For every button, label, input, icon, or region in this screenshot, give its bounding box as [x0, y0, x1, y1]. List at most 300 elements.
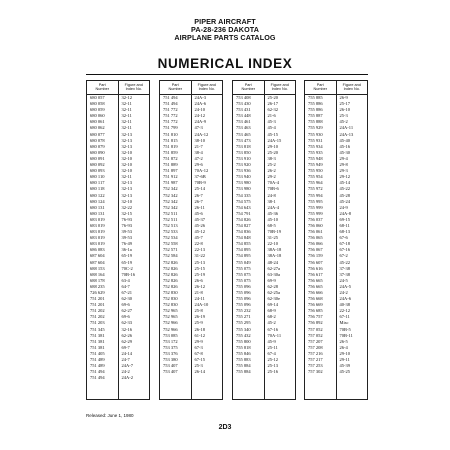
part-number: 680 057: [90, 95, 105, 100]
part-number: 752 342: [163, 192, 178, 198]
part-number: 753 936: [236, 168, 251, 174]
part-number: 755 999: [308, 204, 323, 210]
figure-index: 38-3: [267, 155, 276, 161]
figure-index: 38A-18: [267, 253, 282, 259]
part-number: 753 920: [236, 162, 251, 168]
part-number: 755 075: [236, 265, 251, 271]
figure-index: 62-33: [121, 320, 132, 326]
figure-index: 45-14: [339, 180, 350, 186]
part-number: 751 912: [163, 174, 178, 180]
figure-index: 25-11: [267, 344, 278, 350]
part-number: 753 465: [236, 131, 251, 137]
part-number: 757 217: [308, 357, 323, 363]
figure-index: 25-3: [339, 113, 348, 119]
part-number: 756 607: [308, 259, 323, 265]
figure-index: 37-38: [339, 265, 350, 271]
part-number: 752 342: [163, 204, 178, 210]
part-number: 680 091: [90, 155, 105, 161]
part-number: 753 430: [236, 101, 251, 107]
part-number: 752 571: [163, 247, 178, 253]
figure-index: 32-10: [121, 198, 132, 204]
part-number: 755 886: [308, 101, 323, 107]
part-number: 751 815: [163, 137, 178, 143]
part-number-header: Part Number: [233, 81, 265, 94]
figure-index: 32-11: [121, 119, 132, 125]
part-number: 755 800: [236, 338, 251, 344]
part-number: 751 201: [90, 296, 105, 302]
part-number: 757 216: [308, 350, 323, 356]
part-number: 752 826: [163, 283, 178, 289]
figure-index: 26-11: [194, 204, 205, 210]
figure-index: 67-15: [194, 357, 205, 363]
part-number: 756 065: [308, 235, 323, 241]
figure-index: 45-40: [339, 137, 350, 143]
title-rule: [86, 74, 368, 75]
figure-index: 45-16: [339, 143, 350, 149]
figure-index: 70B-9: [194, 180, 206, 186]
part-number: 756 061: [308, 229, 323, 235]
part-number: 757 253: [308, 363, 323, 369]
part-number: 757 208: [308, 344, 323, 350]
part-number: 754 848: [236, 235, 251, 241]
index-rows: [305, 95, 367, 399]
figure-index: 68-5: [267, 222, 276, 228]
figure-index: 67-11: [339, 314, 350, 320]
figure-index: 25-20: [267, 95, 278, 100]
figure-index: 26-6: [194, 277, 203, 283]
part-number: 751 819: [163, 143, 178, 149]
table-row: [87, 375, 149, 381]
part-number: 753 375: [163, 344, 178, 350]
figure-index: 24A-11: [339, 125, 354, 131]
part-number: 754 791: [236, 210, 251, 216]
table-row: [160, 369, 222, 375]
figure-index: 32-11: [121, 113, 132, 119]
part-number: 680 059: [90, 107, 105, 113]
part-number: 751 494: [163, 101, 178, 107]
part-number: 753 408: [236, 95, 251, 100]
figure-index: 69-7: [121, 344, 130, 350]
part-number: 751 203: [90, 320, 105, 326]
part-number: 755 075: [236, 277, 251, 283]
part-number: 754 895: [236, 253, 251, 259]
part-number: 680 117: [90, 180, 105, 186]
figure-index: 25-17: [339, 101, 350, 107]
part-number: 755 999: [308, 210, 323, 216]
figure-index-header: Figure and Index No.: [124, 83, 143, 92]
part-number: 751 772: [163, 119, 178, 125]
part-number: 756 685: [308, 308, 323, 314]
figure-index: 25-20: [267, 149, 278, 155]
table-row: [233, 369, 295, 375]
figure-index: 37-6B: [194, 174, 206, 180]
figure-index: 24-12: [194, 113, 205, 119]
part-number: 755 931: [308, 137, 323, 143]
figure-index: 22-8: [194, 241, 203, 247]
figure-index: 26-7: [194, 192, 203, 198]
figure-index-header: Figure and Index No.: [342, 83, 361, 92]
part-number: 756 067: [308, 247, 323, 253]
figure-index: 62-30: [121, 296, 132, 302]
part-number: 755 846: [236, 350, 251, 356]
figure-index: 32-10: [121, 168, 132, 174]
figure-index: 65-19: [121, 253, 132, 259]
part-number: 751 810: [163, 131, 178, 137]
figure-index: 67-4: [267, 350, 276, 356]
part-number: 751 987: [163, 180, 178, 186]
figure-index: 70A-4: [267, 180, 279, 186]
figure-index: 26-14: [194, 369, 205, 375]
part-number: 755 096: [236, 302, 251, 308]
part-number: 680 061: [90, 119, 105, 125]
part-number: 757 052: [308, 326, 323, 332]
catalog-header-line1: PIPER AIRCRAFT: [194, 17, 256, 26]
figure-index: 25-14: [194, 186, 205, 192]
figure-index: 62-28: [267, 283, 278, 289]
part-number: 752 830: [163, 302, 178, 308]
figure-index: 45-30: [339, 149, 350, 155]
part-number: 753 818: [236, 143, 251, 149]
figure-index: 26-2: [267, 168, 276, 174]
part-number: 754 836: [236, 229, 251, 235]
part-number: 683 019: [90, 235, 105, 241]
index-column-2: [159, 80, 223, 400]
figure-index: 32-11: [121, 107, 132, 113]
part-number: 752 830: [163, 296, 178, 302]
index-column-4: [304, 80, 368, 400]
index-rows: [87, 95, 149, 399]
part-number: 755 096: [236, 296, 251, 302]
figure-index: 32-11: [121, 101, 132, 107]
figure-index: 24A-7: [121, 363, 133, 369]
part-number-header: Part Number: [160, 81, 192, 94]
figure-index: 65-19: [121, 259, 132, 265]
index-rows: [160, 95, 222, 399]
figure-index: 70B-16: [121, 271, 135, 277]
part-number: 753 910: [236, 155, 251, 161]
figure-index: 24A-6: [194, 101, 206, 107]
part-number: 680 131: [90, 210, 105, 216]
part-number: 755 075: [236, 271, 251, 277]
figure-index: 76-93: [121, 222, 132, 228]
part-number: 753 461: [236, 119, 251, 125]
part-number: 754 335: [236, 192, 251, 198]
index-rows: [233, 95, 295, 399]
part-number: 752 965: [163, 308, 178, 314]
figure-index: 26-7: [194, 198, 203, 204]
part-number: 755 271: [236, 314, 251, 320]
part-number: 752 826: [163, 265, 178, 271]
part-number: 751 381: [90, 338, 105, 344]
part-number: 752 558: [163, 241, 178, 247]
part-number: 680 062: [90, 125, 105, 131]
part-number: 753 940: [236, 174, 251, 180]
part-number: 688 164: [90, 271, 105, 277]
part-number: 751 799: [163, 125, 178, 131]
figure-index: 32-13: [121, 186, 132, 192]
figure-index: 68-9: [267, 308, 276, 314]
figure-index: 24A-2: [121, 375, 133, 381]
part-number: 757 207: [308, 338, 323, 344]
figure-index: 38-1: [267, 198, 276, 204]
figure-index: 36-1a: [121, 247, 132, 253]
figure-index: 69-14: [267, 302, 278, 308]
figure-index: 62-27: [121, 308, 132, 314]
part-number: 687 604: [90, 259, 105, 265]
part-number: 751 494: [90, 369, 105, 375]
figure-index: 24-2: [121, 369, 130, 375]
figure-index: 63-30a: [267, 271, 280, 277]
figure-index: 24A-8: [339, 210, 351, 216]
figure-index: 69-15: [339, 216, 350, 222]
figure-index: 32-11: [121, 174, 132, 180]
figure-index: 69-9: [267, 277, 276, 283]
part-number: 752 826: [163, 259, 178, 265]
figure-index: 26-9: [339, 95, 348, 100]
figure-index: 45-9: [267, 338, 276, 344]
figure-index: 70B-19: [267, 229, 281, 235]
figure-index: 45-26: [194, 222, 205, 228]
release-date: Released: June 1, 1980: [86, 413, 134, 418]
figure-index: 45-15: [267, 131, 278, 137]
figure-index: 32-12: [121, 95, 132, 100]
part-number: 680 077: [90, 131, 105, 137]
figure-index: 67-2: [339, 253, 348, 259]
figure-index: 70A-11: [267, 332, 282, 338]
part-number: 680 131: [90, 204, 105, 210]
part-number: 753 407: [163, 363, 178, 369]
figure-index: 67-16: [267, 326, 278, 332]
figure-index: 22-13: [194, 247, 205, 253]
figure-index: 76-49: [121, 241, 132, 247]
part-number: 751 494: [163, 95, 178, 100]
figure-index: 39-53: [121, 229, 132, 235]
part-number: 756 617: [308, 271, 323, 277]
figure-index: 32-10: [121, 155, 132, 161]
part-number: 680 093: [90, 168, 105, 174]
figure-index: 25-8: [194, 308, 203, 314]
figure-index: 45-36: [267, 210, 278, 216]
page-number: 2D3: [218, 424, 232, 431]
figure-index: 25-13: [194, 259, 205, 265]
part-number: 755 995: [308, 198, 323, 204]
part-number: 752 342: [163, 198, 178, 204]
part-number: 751 494: [90, 375, 105, 381]
index-column-3: [232, 80, 296, 400]
part-number: 753 431: [236, 107, 251, 113]
figure-index: 25-16: [267, 369, 278, 375]
figure-index: 25-13: [267, 363, 278, 369]
part-number: 755 972: [308, 186, 323, 192]
figure-index: 68-2: [267, 314, 276, 320]
part-number: 756 665: [308, 283, 323, 289]
figure-index: 24A-12: [194, 131, 209, 137]
part-number: 680 122: [90, 192, 105, 198]
figure-index: 21-6: [267, 113, 276, 119]
figure-index: 26-10: [339, 107, 350, 113]
figure-index: 45-4: [267, 125, 276, 131]
figure-index: 38-4: [194, 149, 203, 155]
part-number-header: Part Number: [305, 81, 337, 94]
part-number: 687 604: [90, 253, 105, 259]
part-number: 752 966: [163, 320, 178, 326]
part-number: 726 629: [90, 290, 105, 295]
part-number: 751 897: [163, 168, 178, 174]
figure-index: 45-37: [194, 216, 205, 222]
part-number: 756 616: [308, 265, 323, 271]
figure-index: 24-10: [194, 107, 205, 113]
figure-index: 26-5: [339, 338, 348, 344]
figure-index: 32-13: [121, 180, 132, 186]
part-number: 680 060: [90, 113, 105, 119]
part-number: 755 964: [308, 180, 323, 186]
part-number: 680 058: [90, 101, 105, 107]
part-number: 753 980: [236, 180, 251, 186]
part-number: 756 060: [308, 222, 323, 228]
part-number: 752 342: [163, 186, 178, 192]
part-number: 753 980: [236, 186, 251, 192]
part-number: 755 934: [308, 143, 323, 149]
figure-index: 26-18: [194, 326, 205, 332]
figure-index: 24-8: [267, 192, 276, 198]
catalog-header-line3: AIRPLANE PARTS CATALOG: [174, 33, 276, 42]
figure-index: 24A-10: [194, 302, 209, 308]
figure-index: 32-22: [121, 204, 132, 210]
figure-index: 32-13: [121, 192, 132, 198]
figure-index: 24A-13: [339, 131, 354, 137]
figure-index: 29-3: [339, 168, 348, 174]
part-number: 755 954: [308, 174, 323, 180]
part-number: 751 489: [90, 357, 105, 363]
figure-index: 32-11: [121, 125, 132, 131]
part-number: 688 153: [90, 265, 105, 271]
figure-index: 32-10: [121, 149, 132, 155]
part-number: 680 124: [90, 198, 105, 204]
part-number: 757 302: [308, 369, 323, 375]
part-number: 680 092: [90, 162, 105, 168]
part-number: 751 889: [163, 162, 178, 168]
figure-index: 25-12: [267, 357, 278, 363]
figure-index: 29-6: [194, 162, 203, 168]
part-number: 752 511: [163, 210, 178, 216]
part-number: 680 090: [90, 149, 105, 155]
figure-index: 45-3: [267, 119, 276, 125]
part-number: 680 118: [90, 186, 105, 192]
figure-index: 25-3: [194, 363, 203, 369]
part-number: 752 965: [163, 314, 178, 320]
figure-index: 24A-15: [267, 137, 282, 143]
part-number: 755 818: [236, 344, 251, 350]
figure-index: 68-13: [339, 229, 350, 235]
figure-index: 63-4: [121, 277, 130, 283]
part-number-header: Part Number: [87, 81, 119, 94]
figure-index: 45-2: [339, 119, 348, 125]
figure-index: 70B-5: [339, 326, 351, 332]
figure-index: 47-3: [194, 125, 203, 131]
figure-index: 24-14: [121, 350, 132, 356]
figure-index: 47-2: [194, 155, 203, 161]
figure-index: 67-21: [121, 290, 132, 295]
figure-index: 67-8: [194, 350, 203, 356]
figure-index: 25-15: [194, 265, 205, 271]
figure-index: 45-10: [267, 216, 278, 222]
figure-index: 40-38: [339, 302, 350, 308]
part-number: 755 883: [236, 357, 251, 363]
figure-index: 45-24: [339, 198, 350, 204]
figure-index: 62-30e: [267, 296, 280, 302]
index-column-1: [86, 80, 150, 400]
part-number: 680 110: [90, 174, 105, 180]
figure-index: 26-17: [267, 101, 278, 107]
part-number: 753 850: [236, 149, 251, 155]
part-number: 751 201: [90, 302, 105, 308]
figure-index: 29-9: [194, 338, 203, 344]
part-number: 753 380: [163, 357, 178, 363]
part-number: 752 533: [163, 229, 178, 235]
figure-index: 32-10: [121, 162, 132, 168]
figure-index: 45-6: [194, 210, 203, 216]
part-number: 756 669: [308, 302, 323, 308]
part-number: 755 432: [236, 332, 251, 338]
part-number: 756 668: [308, 296, 323, 302]
part-number: 751 202: [90, 314, 105, 320]
figure-index: 45-22: [339, 186, 350, 192]
page-title: NUMERICAL INDEX: [157, 56, 293, 71]
figure-index: 38-10: [194, 137, 205, 143]
figure-index: 32-13: [121, 137, 132, 143]
part-number: 683 019: [90, 216, 105, 222]
figure-index: 29-10: [267, 143, 278, 149]
figure-index: 32-15: [121, 210, 132, 216]
figure-index: 67-18: [339, 241, 350, 247]
figure-index: 62-26: [121, 332, 132, 338]
figure-index: 24A-6: [339, 296, 351, 302]
figure-index: 32-16: [121, 326, 132, 332]
part-number: 753 473: [236, 137, 251, 143]
part-number: 680 079: [90, 143, 105, 149]
figure-index: 29-8: [339, 162, 348, 168]
figure-index: 24-9: [339, 204, 348, 210]
figure-index: 26-4: [339, 344, 348, 350]
part-number: 751 489: [90, 363, 105, 369]
part-number: 755 295: [236, 320, 251, 326]
figure-index: 24-11: [194, 296, 205, 302]
part-number: 688 178: [90, 277, 105, 283]
part-number: 755 340: [236, 326, 251, 332]
part-number: 754 643: [236, 204, 251, 210]
part-number: 683 019: [90, 241, 105, 247]
part-number: 757 052: [308, 332, 323, 338]
figure-index: 32-13: [121, 143, 132, 149]
part-number: 755 886: [308, 107, 323, 113]
part-number: 755 887: [308, 113, 323, 119]
figure-index: 29-12: [339, 174, 350, 180]
figure-index: 45-39: [339, 363, 350, 369]
figure-index: 39-53: [121, 235, 132, 241]
part-number: 753 448: [236, 113, 251, 119]
figure-index: 24A-3: [194, 95, 206, 100]
part-number: 756 757: [308, 314, 323, 320]
part-number: 755 948: [308, 155, 323, 161]
part-number: 752 826: [163, 277, 178, 283]
part-number: 751 872: [163, 155, 178, 161]
figure-index: 69-6: [121, 314, 130, 320]
part-number: 751 202: [90, 308, 105, 314]
figure-index: 24-2: [339, 290, 348, 295]
figure-index: 45-2: [267, 320, 276, 326]
part-number: 755 888: [308, 119, 323, 125]
part-number: 755 930: [308, 131, 323, 137]
